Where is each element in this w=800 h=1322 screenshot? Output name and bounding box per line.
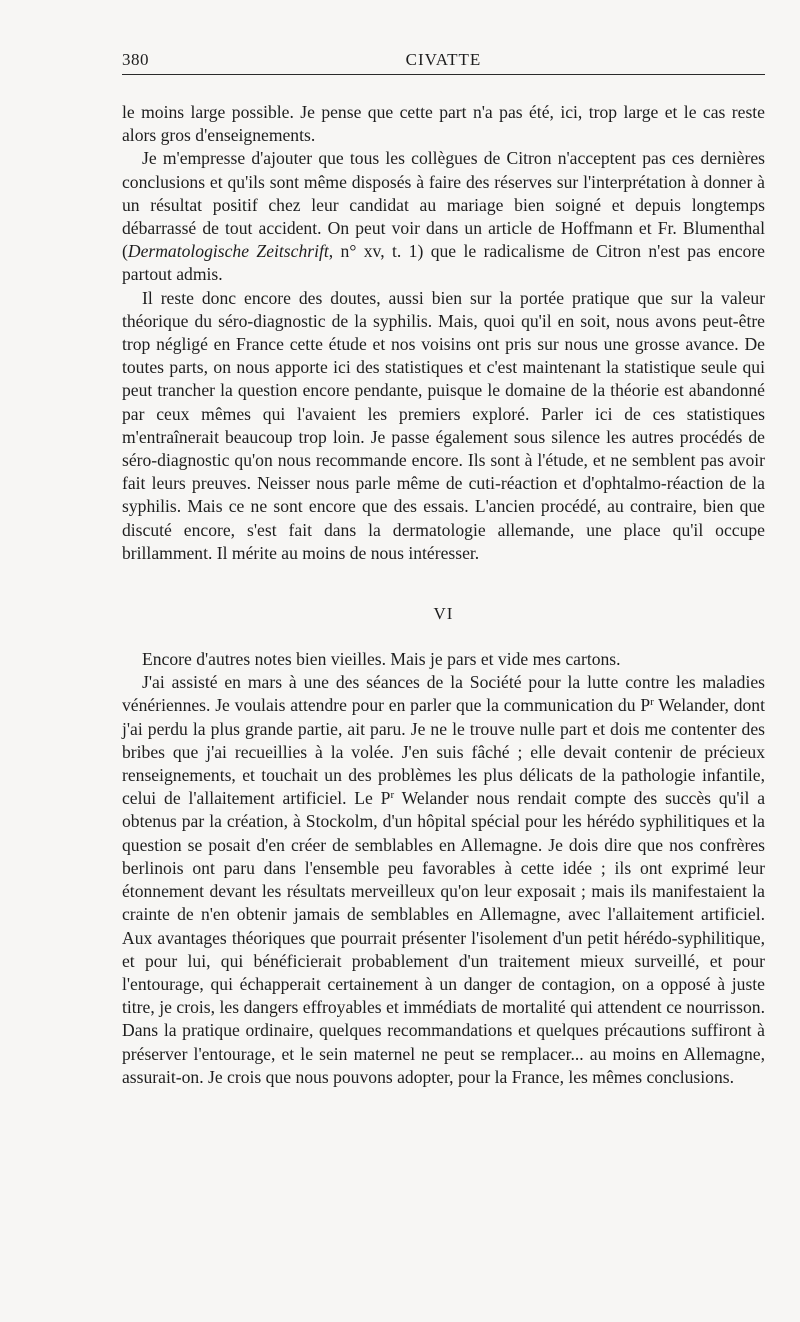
paragraph-continuation: le moins large possible. Je pense que cette part n'a pas été, ici, trop large et le cas reste alors gros d'enseignements. xyxy=(122,102,765,146)
header-rule xyxy=(122,74,765,75)
paragraph-text: Welander nous rendait compte des succès qu'il a obtenus par la création, à Stockolm, d'un hôpital spécial pour les hérédo syphilitiques et la question se posait d'en créer de semblables en Allemagne. Je dois dire que nos confrères berlinois ont paru dans l'ensemble peu favorables à cette idée ; ils ont exprimé leur étonnement devant les résultats merveilleux qu'on leur exposait ; mais ils manifestaient la crainte de n'en obtenir jamais de semblables en Allemagne, avec l'allaitement artificiel. Aux avantages théoriques que pourrait présenter l'isolement d'un petit hérédo-syphilitique, et pour lui, qui bénéficierait probablement d'un traitement mieux surveillé, et pour l'entourage, qui échapperait certainement à un danger de contagion, on a opposé à juste titre, je crois, les dangers effroyables et immédiats de mortalité qui attendent ce nourrisson. Dans la pratique ordinaire, quelques recommandations et quelques précautions suffiront à préserver l'entourage, et le sein maternel ne peut se remplacer... au moins en Allemagne, assurait-on. Je crois que nous pouvons adopter, pour la France, les mêmes conclusions. xyxy=(122,788,766,1087)
paragraph-old-notes: Encore d'autres notes bien vieilles. Mais je pars et vide mes cartons. xyxy=(142,649,621,670)
page-header xyxy=(122,40,765,74)
paragraph-citron-reserves xyxy=(122,147,765,286)
section-heading: VI xyxy=(433,604,454,624)
running-head: CIVATTE xyxy=(405,50,482,69)
paragraph-welander xyxy=(122,671,765,1089)
paragraph-text: , n° xv, t. 1) que le radicalisme de Citron n'est pas encore partout admis. xyxy=(122,241,765,285)
paragraph-serodiagnostic: Il reste donc encore des doutes, aussi bien sur la portée pratique que sur la valeur théorique du séro-diagnostic de la syphilis. Mais, quoi qu'il en soit, nous avons peut-être trop négligé en France cette étude et nos voisins ont pris sur nous une grosse avance. De toutes parts, on nous apporte ici des statistiques et c'est maintenant la statistique seule qui peut trancher la question encore pendante, puisque le domaine de la théorie est abandonné par ceux mêmes qui l'avaient les premiers exploré. Parler ici de ces statistiques m'entraînerait beaucoup trop loin. Je passe également sous silence les autres procédés de séro-diagnostic qu'on nous recommande encore. Ils sont à l'étude, et ne semblent pas avoir fait leurs preuves. Neisser nous parle même de cuti-réaction et d'ophtalmo-réaction de la syphilis. Mais ce ne sont encore que des essais. L'ancien procédé, au contraire, bien que discuté encore, s'est fait dans la dermatologie allemande, une place qu'il occupe brillamment. Il mérite au moins de nous intéresser. xyxy=(122,287,765,563)
superscript: r xyxy=(650,696,654,709)
book-page xyxy=(122,40,765,1089)
page-number: 380 xyxy=(122,50,149,69)
journal-title: Dermatologische Zeitschrift xyxy=(127,241,329,262)
paragraph-text: J'ai assisté en mars à une des séances de la Société pour la lutte contre les maladies vénériennes. Je voulais attendre pour en parler que la communication du P xyxy=(122,672,765,716)
paragraph-text: Welander, dont j'ai perdu la plus grande partie, ait paru. Je ne le trouve nulle part et dois me contenter des bribes que j'ai recueillies à la volée. J'en suis fâché ; elle devait contenir de précieux renseignements, et touchait un des problèmes les plus délicats de la pathologie infantile, celui de l'allaitement artificiel. Le P xyxy=(122,695,765,809)
superscript: r xyxy=(390,789,395,802)
paragraph-text: Je m'empresse d'ajouter que tous les collègues de Citron n'acceptent pas ces dernières conclusions et qu'ils sont même disposés à faire des réserves sur l'interprétation à donner à un résultat positif chez leur candidat au mariage bien soigné et depuis longtemps débarrassé de tout accident. On peut voir dans un article de Hoffmann et Fr. Blumenthal ( xyxy=(122,148,765,262)
